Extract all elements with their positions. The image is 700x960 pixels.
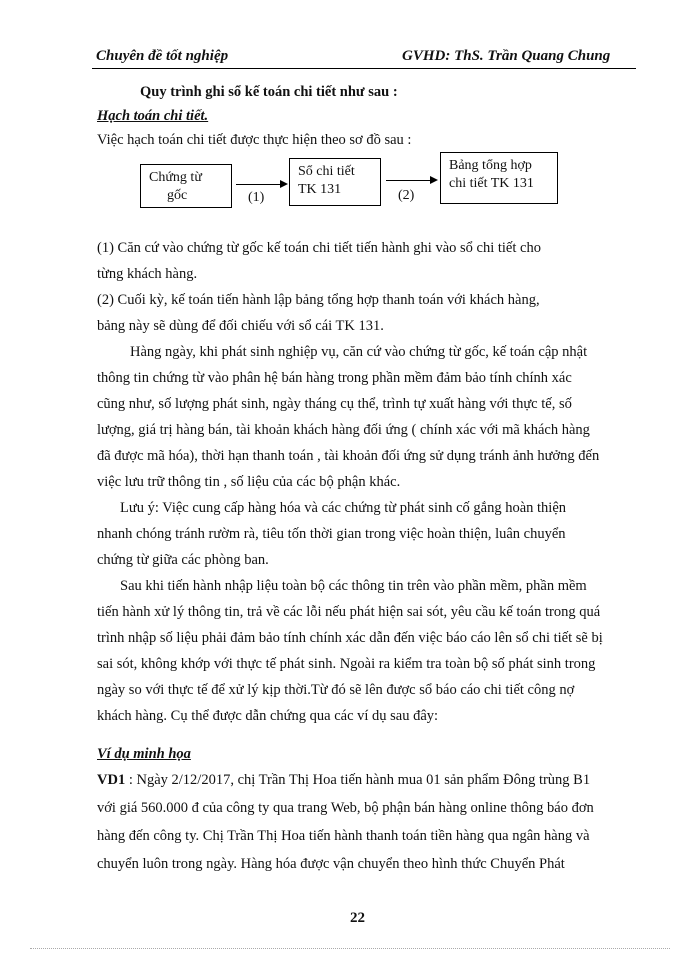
box-chung-tu-goc xyxy=(140,164,232,208)
box3-line1: Bảng tổng hợp xyxy=(449,158,532,173)
line-17: sai sót, không khớp với thực tế phát sinh. Ngoài ra kiểm tra toàn bộ số phát sinh trong xyxy=(97,656,596,672)
line-3: (2) Cuối kỳ, kế toán tiến hành lập bảng tổng hợp thanh toán với khách hàng, xyxy=(97,292,540,308)
line-4: bảng này sẽ dùng để đối chiếu với sổ cái TK 131. xyxy=(97,318,384,334)
line-12: nhanh chóng tránh rườm rà, tiêu tốn thời gian trong việc hoàn thiện, luân chuyển xyxy=(97,526,566,542)
box1-line2: gốc xyxy=(167,188,188,203)
arrow-2 xyxy=(386,180,436,181)
box3-line2: chi tiết TK 131 xyxy=(449,176,534,191)
box-so-chi-tiet xyxy=(289,158,381,206)
page-header xyxy=(92,46,636,69)
box2-line1: Sổ chi tiết xyxy=(298,164,355,179)
subheading-chi-tiet: Hạch toán chi tiết. xyxy=(97,108,209,124)
line-19: khách hàng. Cụ thể được dẫn chứng qua các ví dụ sau đây: xyxy=(97,708,439,724)
line-15: tiến hành xử lý thông tin, trả về các lỗi nếu phát hiện sai sót, yêu cầu kế toán trong quá xyxy=(97,604,601,620)
line-9: đã được mã hóa), thời hạn thanh toán , tài khoản đối ứng sử dụng tránh ảnh hưởng đến xyxy=(97,448,600,464)
intro-text: Việc hạch toán chi tiết được thực hiện theo sơ đồ sau : xyxy=(97,132,412,148)
vd-line-1 xyxy=(97,772,590,789)
box1-line1: Chứng từ xyxy=(149,170,202,185)
header-left: Chuyên đề tốt nghiệp xyxy=(96,48,229,64)
line-1: (1) Căn cứ vào chứng từ gốc kế toán chi tiết tiến hành ghi vào sổ chi tiết cho xyxy=(97,240,541,256)
line-2: từng khách hàng. xyxy=(97,266,198,282)
page-number: 22 xyxy=(350,910,365,926)
subheading-vi-du: Ví dụ minh họa xyxy=(97,746,191,762)
line-18: ngày so với thực tế để xử lý kịp thời.Từ đó sẽ lên được sổ báo cáo chi tiết công nợ xyxy=(97,682,575,698)
page-footer-rule xyxy=(30,948,670,949)
vd-label: VD1 xyxy=(97,772,126,788)
arrow-1 xyxy=(236,184,286,185)
vd-line-2: với giá 560.000 đ của công ty qua trang Web, bộ phận bán hàng online thông báo đơn xyxy=(97,800,594,816)
box2-line2: TK 131 xyxy=(298,182,342,197)
line-7: cũng như, số lượng phát sinh, ngày tháng cụ thể, trình tự xuất hàng với thực tế, số xyxy=(97,396,572,412)
line-6: thông tin chứng từ vào phân hệ bán hàng trong phần mềm đảm bảo tính chính xác xyxy=(97,370,572,386)
line-11: Lưu ý: Việc cung cấp hàng hóa và các chứng từ phát sinh cố gắng hoàn thiện xyxy=(120,500,567,516)
vd-line-3: hàng đến công ty. Chị Trần Thị Hoa tiến hành thanh toán tiền hàng qua ngân hàng và xyxy=(97,828,590,844)
line-13: chứng từ giữa các phòng ban. xyxy=(97,552,269,568)
vd-text-1: : Ngày 2/12/2017, chị Trần Thị Hoa tiến hành mua 01 sản phẩm Đông trùng B1 xyxy=(125,772,591,788)
header-right: GVHD: ThS. Trần Quang Chung xyxy=(402,48,611,64)
line-14: Sau khi tiến hành nhập liệu toàn bộ các thông tin trên vào phần mềm, phần mềm xyxy=(120,578,587,594)
line-10: việc lưu trữ thông tin , số liệu của các bộ phận khác. xyxy=(97,474,401,490)
vd-line-4: chuyển luôn trong ngày. Hàng hóa được vận chuyển theo hình thức Chuyển Phát xyxy=(97,856,565,872)
label-2: (2) xyxy=(398,188,415,203)
box-bang-tong-hop xyxy=(440,152,558,204)
section-title: Quy trình ghi sổ kế toán chi tiết như sau : xyxy=(140,84,398,100)
line-5: Hàng ngày, khi phát sinh nghiệp vụ, căn cứ vào chứng từ gốc, kế toán cập nhật xyxy=(130,344,588,360)
line-8: lượng, giá trị hàng bán, tài khoản khách hàng đối ứng ( chính xác với mã khách hàng xyxy=(97,422,590,438)
label-1: (1) xyxy=(248,190,265,205)
line-16: trình nhập số liệu phải đảm bảo tính chính xác dẫn đến việc báo cáo lên sổ chi tiết sẽ bị xyxy=(97,630,603,646)
